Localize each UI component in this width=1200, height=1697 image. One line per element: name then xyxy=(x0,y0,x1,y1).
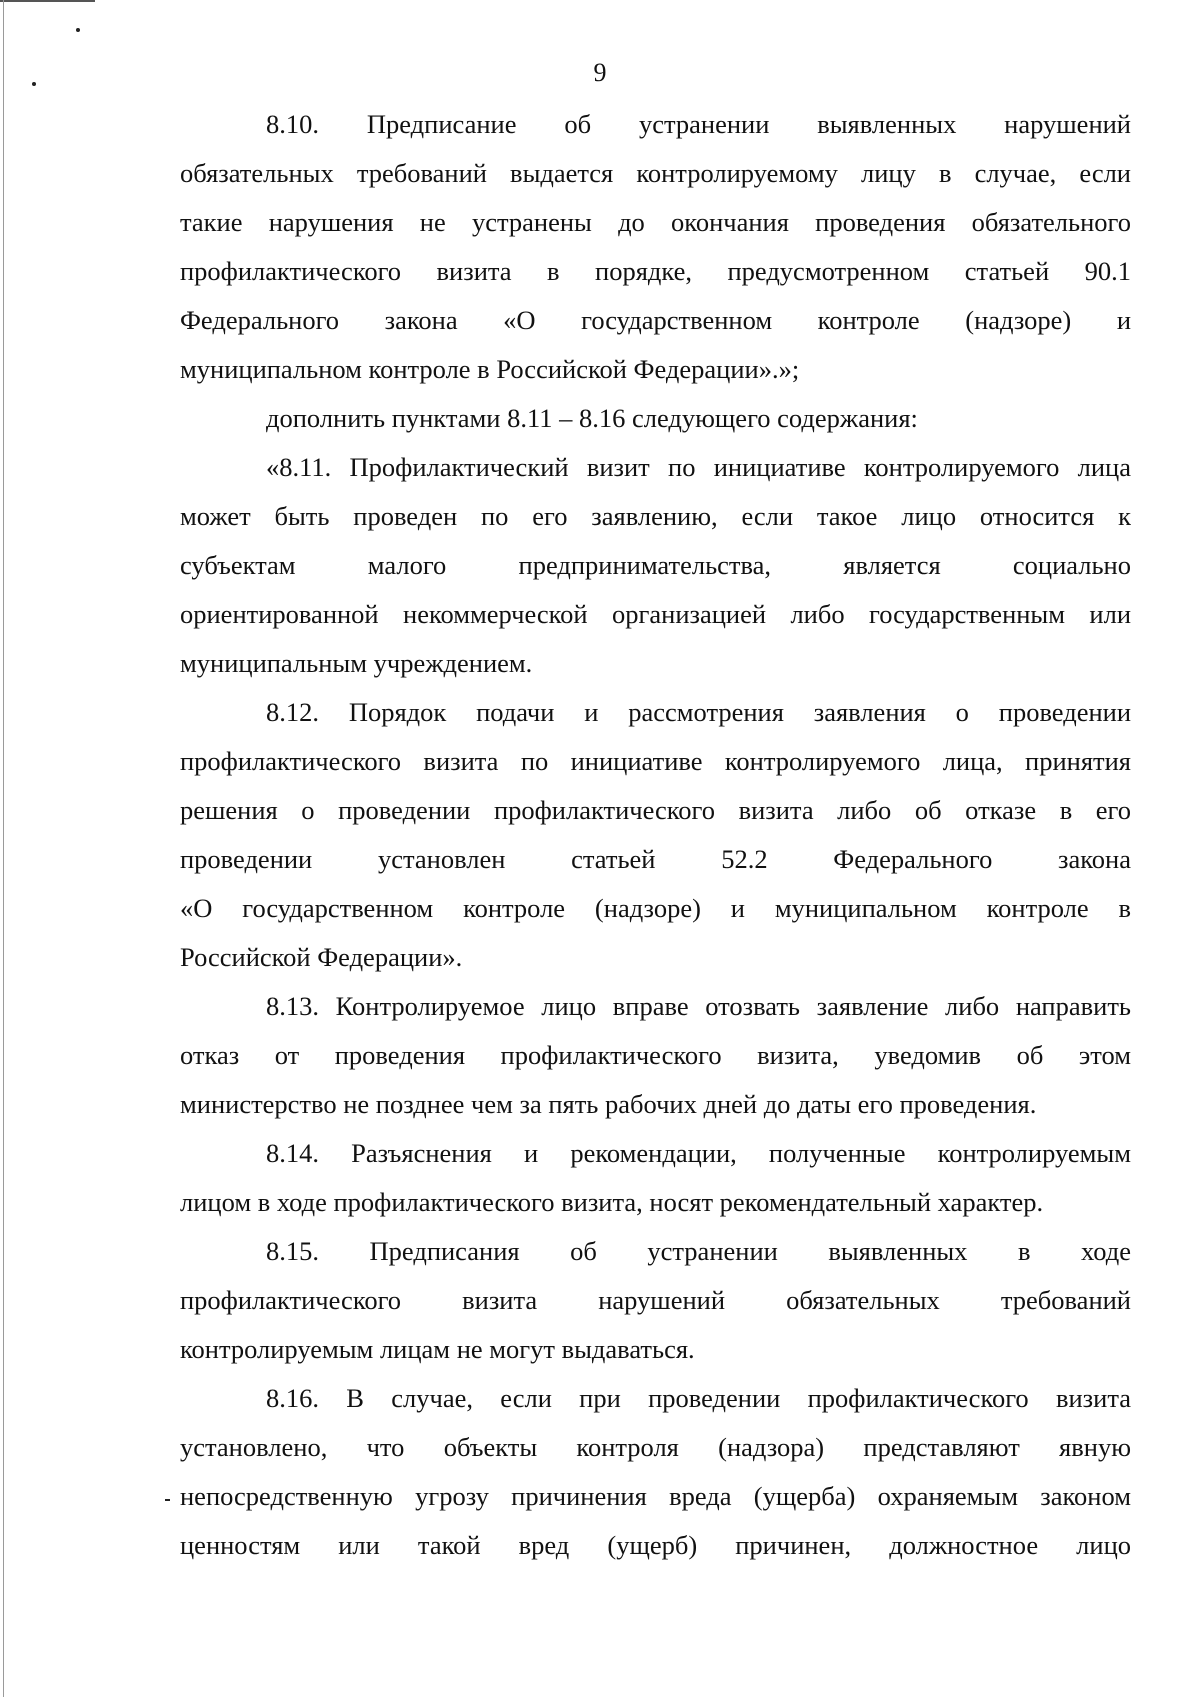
text-line: решения о проведении профилактического визита либо об отказе в его xyxy=(180,795,1131,825)
text-line: дополнить пунктами 8.11 – 8.16 следующего содержания: xyxy=(266,403,918,433)
text-line: проведении установлен статьей 52.2 Федерального закона xyxy=(180,844,1131,874)
text-line: отказ от проведения профилактического визита, уведомив об этом xyxy=(180,1040,1131,1070)
text-line: Российской Федерации». xyxy=(180,942,463,972)
text-line: непосредственную угрозу причинения вреда (ущерба) охраняемым законом xyxy=(180,1481,1131,1511)
text-line: ценностям или такой вред (ущерб) причинен, должностное лицо xyxy=(180,1530,1131,1560)
text-line: может быть проведен по его заявлению, если такое лицо относится к xyxy=(180,501,1131,531)
text-line: 8.16. В случае, если при проведении профилактического визита xyxy=(266,1383,1131,1413)
scan-edge-left xyxy=(3,0,4,1697)
text-line: ориентированной некоммерческой организацией либо государственным или xyxy=(180,599,1131,629)
text-line: обязательных требований выдается контролируемому лицу в случае, если xyxy=(180,158,1131,188)
text-line: Федерального закона «О государственном контроле (надзоре) и xyxy=(180,305,1131,335)
text-line: 8.13. Контролируемое лицо вправе отозвать заявление либо направить xyxy=(266,991,1131,1021)
scan-edge-top xyxy=(0,0,95,2)
text-line: контролируемым лицам не могут выдаваться. xyxy=(180,1334,695,1364)
text-line: муниципальном контроле в Российской Федерации».»; xyxy=(180,354,800,384)
text-line: такие нарушения не устранены до окончания проведения обязательного xyxy=(180,207,1131,237)
document-body xyxy=(180,100,1131,1570)
text-line: профилактического визита по инициативе контролируемого лица, принятия xyxy=(180,746,1131,776)
text-line: установлено, что объекты контроля (надзора) представляют явную xyxy=(180,1432,1131,1462)
text-line: 8.14. Разъяснения и рекомендации, полученные контролируемым xyxy=(266,1138,1131,1168)
text-line: субъектам малого предпринимательства, является социально xyxy=(180,550,1131,580)
text-line: муниципальным учреждением. xyxy=(180,648,533,678)
text-line: 8.12. Порядок подачи и рассмотрения заявления о проведении xyxy=(266,697,1131,727)
scan-speck xyxy=(76,28,80,32)
text-line: министерство не позднее чем за пять рабочих дней до даты его проведения. xyxy=(180,1089,1037,1119)
text-line: «8.11. Профилактический визит по инициативе контролируемого лица xyxy=(266,452,1131,482)
text-line: 8.10. Предписание об устранении выявленных нарушений xyxy=(266,109,1131,139)
text-line: профилактического визита нарушений обязательных требований xyxy=(180,1285,1131,1315)
scan-speck xyxy=(165,1499,170,1501)
text-line: лицом в ходе профилактического визита, носят рекомендательный характер. xyxy=(180,1187,1044,1217)
page-number: 9 xyxy=(593,58,607,87)
text-line: 8.15. Предписания об устранении выявленных в ходе xyxy=(266,1236,1131,1266)
text-line: «О государственном контроле (надзоре) и муниципальном контроле в xyxy=(180,893,1131,923)
text-line: профилактического визита в порядке, предусмотренном статьей 90.1 xyxy=(180,256,1131,286)
